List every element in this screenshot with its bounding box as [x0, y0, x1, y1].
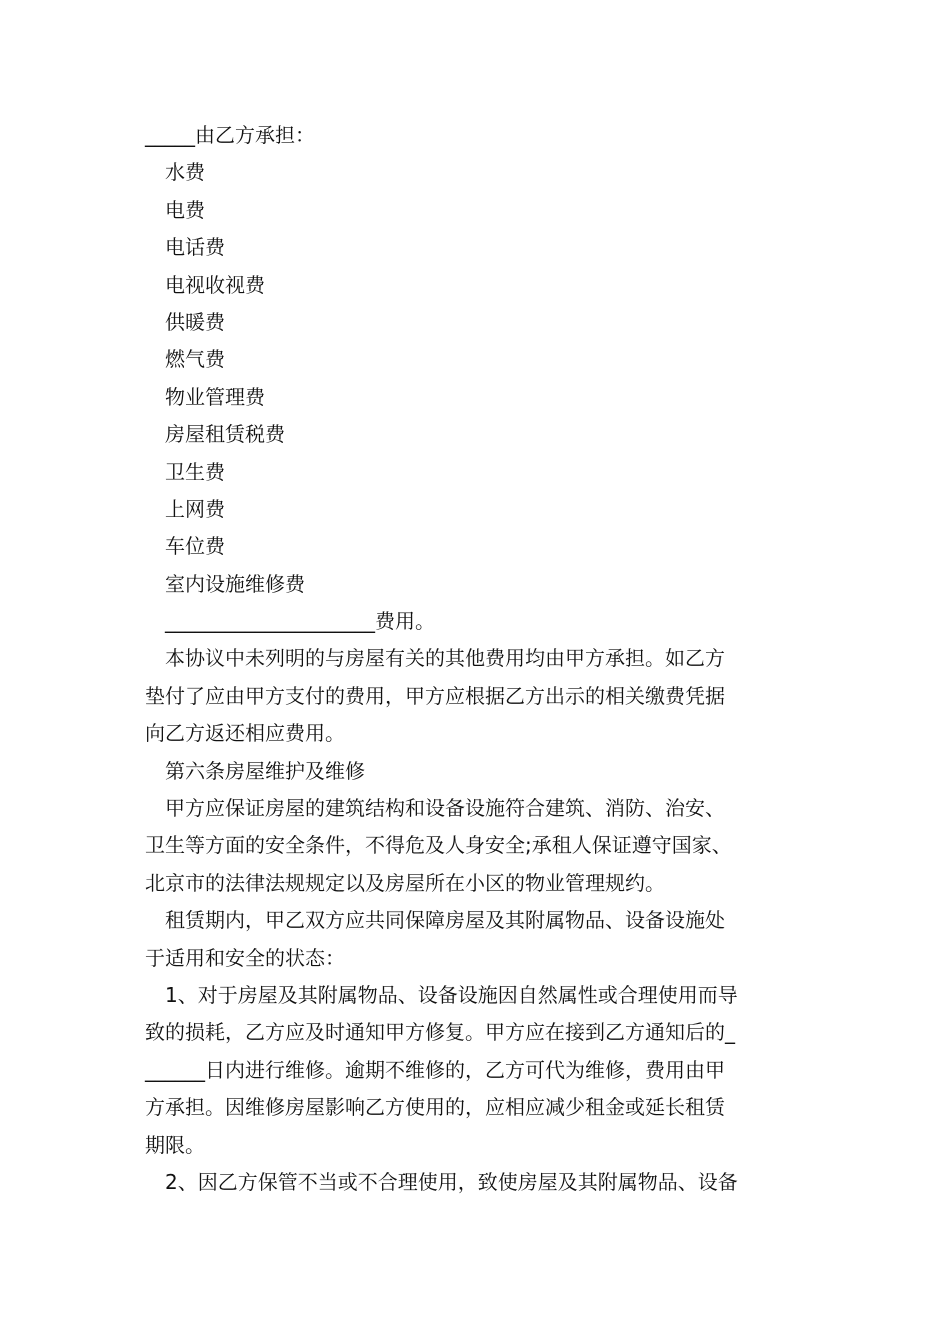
text-line: 燃气费 — [165, 347, 225, 372]
document-body — [145, 117, 810, 1201]
text-line: 1、对于房屋及其附属物品、设备设施因自然属性或合理使用而导 — [165, 982, 738, 1007]
text-line: 卫生费 — [165, 459, 225, 484]
text-line: 期限。 — [145, 1132, 205, 1157]
text-line: 室内设施维修费 — [165, 571, 305, 596]
text-line: 本协议中未列明的与房屋有关的其他费用均由甲方承担。如乙方 — [165, 646, 725, 671]
text-line: 向乙方返还相应费用。 — [145, 721, 345, 746]
text-line: 供暖费 — [165, 309, 225, 334]
text-line: 方承担。因维修房屋影响乙方使用的，应相应减少租金或延长租赁 — [145, 1095, 725, 1120]
text-line: 甲方应保证房屋的建筑结构和设备设施符合建筑、消防、治安、 — [165, 796, 725, 821]
text-line: 租赁期内，甲乙双方应共同保障房屋及其附属物品、设备设施处 — [165, 908, 725, 933]
text-line: _____由乙方承担： — [145, 123, 315, 147]
text-line: 第六条房屋维护及维修 — [165, 758, 365, 783]
text-line: 卫生等方面的安全条件，不得危及人身安全;承租人保证遵守国家、 — [145, 833, 732, 858]
text-line: 上网费 — [165, 496, 225, 521]
text-line: 2、因乙方保管不当或不合理使用，致使房屋及其附属物品、设备 — [165, 1169, 738, 1194]
text-line: 车位费 — [165, 534, 225, 559]
text-line: 房屋租赁税费 — [165, 422, 285, 447]
text-line: 电费 — [165, 197, 205, 222]
text-line: 致的损耗，乙方应及时通知甲方修复。甲方应在接到乙方通知后的_ — [145, 1020, 735, 1045]
text-line: 垫付了应由甲方支付的费用，甲方应根据乙方出示的相关缴费凭据 — [145, 683, 725, 708]
text-line: 物业管理费 — [165, 384, 265, 409]
text-line: 水费 — [165, 160, 205, 185]
text-line: 北京市的法律法规规定以及房屋所在小区的物业管理规约。 — [145, 870, 665, 895]
text-line: _____________________费用。 — [165, 609, 435, 634]
text-line: 于适用和安全的状态： — [145, 945, 345, 970]
text-line: ______日内进行维修。逾期不维修的，乙方可代为维修，费用由甲 — [145, 1057, 725, 1082]
text-line: 电视收视费 — [165, 272, 265, 297]
text-line: 电话费 — [165, 235, 225, 260]
